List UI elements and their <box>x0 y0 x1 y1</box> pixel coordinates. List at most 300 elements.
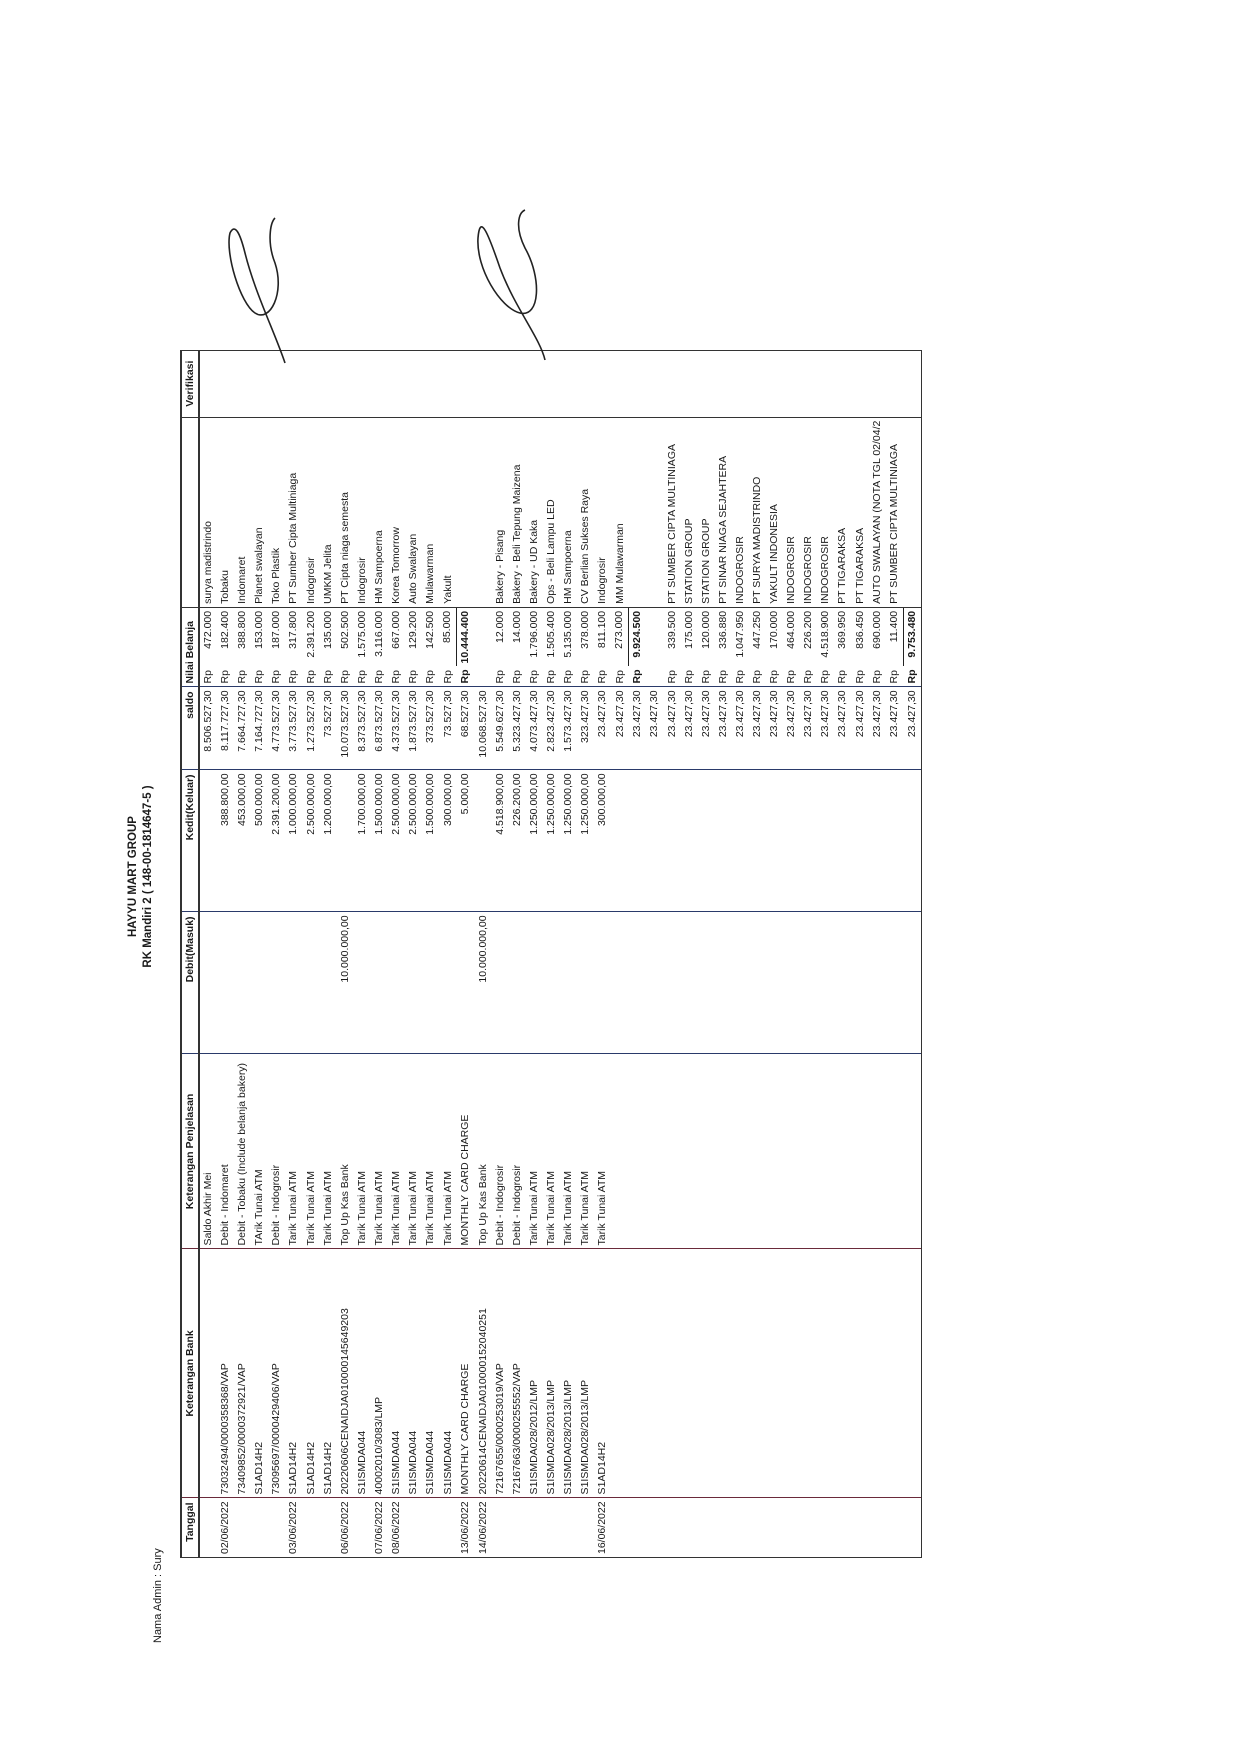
cell-kredit <box>852 770 869 912</box>
cell-verifikasi <box>354 350 371 417</box>
cell-keterangan-penjelasan: Saldo Akhir Mei <box>199 1054 217 1249</box>
cell-keterangan-belanja: Indomaret <box>234 417 251 607</box>
table-row <box>354 350 371 1557</box>
cell-debit <box>268 912 285 1054</box>
cell-rp: Rp <box>285 666 302 687</box>
cell-kredit <box>766 770 783 912</box>
cell-kredit: 5.000,00 <box>457 770 475 912</box>
cell-tanggal <box>526 1498 543 1558</box>
cell-saldo: 23.427,30 <box>732 687 749 770</box>
cell-tanggal: 08/06/2022 <box>388 1498 405 1558</box>
cell-rp: Rp <box>611 666 629 687</box>
cell-nilai-belanja: 85.000 <box>441 610 454 643</box>
cell-nilai-belanja: 226.200 <box>802 610 815 649</box>
cell-keterangan-bank <box>199 1249 217 1498</box>
cell-rp: Rp <box>852 666 869 687</box>
cell-nilai-belanja: 170.000 <box>768 610 781 649</box>
cell-saldo: 7.164.727,30 <box>251 687 268 770</box>
cell-debit <box>852 912 869 1054</box>
table-row <box>629 350 647 1557</box>
cell-nilai-belanja <box>475 607 492 666</box>
cell-nilai-belanja: 317.800 <box>287 610 300 649</box>
cell-debit <box>388 912 405 1054</box>
cell-debit <box>577 912 594 1054</box>
cell-keterangan-belanja: Bakery - Pisang <box>492 417 509 607</box>
cell-keterangan-penjelasan: Top Up Kas Bank <box>475 1054 492 1249</box>
table-row <box>611 350 629 1557</box>
cell-nilai-belanja: 464.000 <box>785 610 798 649</box>
cell-verifikasi <box>388 350 405 417</box>
cell-keterangan-penjelasan <box>664 1054 681 1249</box>
cell-keterangan-belanja: surya madistrindo <box>199 417 217 607</box>
cell-keterangan-belanja: Indogrosir <box>303 417 320 607</box>
cell-verifikasi <box>439 350 457 417</box>
cell-rp: Rp <box>732 666 749 687</box>
cell-saldo: 323.427,30 <box>577 687 594 770</box>
signature-2 <box>470 208 560 368</box>
cell-debit <box>664 912 681 1054</box>
cell-keterangan-penjelasan <box>715 1054 732 1249</box>
cell-debit <box>560 912 577 1054</box>
cell-tanggal <box>422 1498 439 1558</box>
cell-keterangan-bank <box>629 1249 647 1498</box>
table-row <box>749 350 766 1557</box>
table-row <box>492 350 509 1557</box>
cell-kredit <box>903 770 921 912</box>
table-row <box>577 350 594 1557</box>
cell-keterangan-bank <box>611 1249 629 1498</box>
cell-keterangan-belanja: INDOGROSIR <box>783 417 800 607</box>
cell-saldo: 1.873.527,30 <box>405 687 422 770</box>
table-row <box>371 350 388 1557</box>
cell-tanggal <box>234 1498 251 1558</box>
cell-debit <box>629 912 647 1054</box>
cell-keterangan-belanja: AUTO SWALAYAN (NOTA TGL 02/04/2 <box>869 417 886 607</box>
cell-saldo: 23.427,30 <box>834 687 851 770</box>
table-row <box>732 350 749 1557</box>
cell-verifikasi <box>817 350 834 417</box>
cell-keterangan-penjelasan: TArik Tunai ATM <box>251 1054 268 1249</box>
cell-tanggal <box>903 1498 921 1558</box>
cell-keterangan-penjelasan: Tarik Tunai ATM <box>320 1054 337 1249</box>
cell-nilai-belanja: 12.000 <box>493 610 506 643</box>
cell-keterangan-belanja: STATION GROUP <box>681 417 698 607</box>
cell-nilai-belanja: 175.000 <box>682 610 695 649</box>
cell-saldo: 23.427,30 <box>594 687 611 770</box>
cell-tanggal <box>664 1498 681 1558</box>
cell-debit <box>732 912 749 1054</box>
table-row <box>217 350 234 1557</box>
cell-saldo: 23.427,30 <box>903 687 921 770</box>
cell-tanggal: 16/06/2022 <box>594 1498 611 1558</box>
cell-saldo: 23.427,30 <box>817 687 834 770</box>
cell-saldo: 2.823.427,30 <box>543 687 560 770</box>
cell-keterangan-penjelasan <box>698 1054 715 1249</box>
cell-rp: Rp <box>594 666 611 687</box>
cell-verifikasi <box>577 350 594 417</box>
cell-keterangan-bank: 20220606CENAIDJA010000145649203 <box>337 1249 354 1498</box>
cell-keterangan-belanja: YAKULT INDONESIA <box>766 417 783 607</box>
cell-verifikasi <box>405 350 422 417</box>
cell-verifikasi <box>800 350 817 417</box>
cell-keterangan-penjelasan: Top Up Kas Bank <box>337 1054 354 1249</box>
cell-saldo: 23.427,30 <box>664 687 681 770</box>
cell-keterangan-penjelasan <box>886 1054 904 1249</box>
cell-keterangan-bank <box>681 1249 698 1498</box>
cell-keterangan-belanja: HM Sampoerna <box>371 417 388 607</box>
cell-tanggal <box>577 1498 594 1558</box>
cell-saldo: 23.427,30 <box>800 687 817 770</box>
cell-saldo: 3.773.527,30 <box>285 687 302 770</box>
header-keterangan-penjelasan: Keterangan Penjelasan <box>181 1054 199 1249</box>
cell-verifikasi <box>715 350 732 417</box>
table-row <box>337 350 354 1557</box>
cell-rp: Rp <box>903 666 921 687</box>
cell-keterangan-belanja <box>646 417 663 607</box>
cell-tanggal <box>629 1498 647 1558</box>
cell-kredit: 500.000,00 <box>251 770 268 912</box>
cell-nilai-belanja: 4.518.900 <box>819 610 832 658</box>
table-row <box>251 350 268 1557</box>
cell-saldo: 23.427,30 <box>646 687 663 770</box>
cell-keterangan-penjelasan: Tarik Tunai ATM <box>303 1054 320 1249</box>
cell-tanggal <box>251 1498 268 1558</box>
table-row <box>852 350 869 1557</box>
cell-verifikasi <box>611 350 629 417</box>
cell-kredit <box>475 770 492 912</box>
cell-saldo: 373.527,30 <box>422 687 439 770</box>
cell-tanggal <box>800 1498 817 1558</box>
cell-saldo: 8.117.727,30 <box>217 687 234 770</box>
cell-keterangan-penjelasan <box>903 1054 921 1249</box>
table-row <box>834 350 851 1557</box>
cell-debit <box>422 912 439 1054</box>
cell-keterangan-belanja: Mulawarman <box>422 417 439 607</box>
cell-tanggal <box>405 1498 422 1558</box>
cell-keterangan-penjelasan <box>629 1054 647 1249</box>
cell-kredit: 2.391.200,00 <box>268 770 285 912</box>
header-verifikasi: Verifikasi <box>181 350 199 417</box>
cell-kredit: 1.250.000,00 <box>526 770 543 912</box>
cell-debit: 10.000.000,00 <box>337 912 354 1054</box>
cell-saldo: 5.323.427,30 <box>509 687 526 770</box>
cell-kredit: 2.500.000,00 <box>388 770 405 912</box>
table-row <box>268 350 285 1557</box>
table-row <box>405 350 422 1557</box>
cell-keterangan-belanja: PT SURYA MADISTRINDO <box>749 417 766 607</box>
cell-tanggal <box>303 1498 320 1558</box>
cell-keterangan-belanja: MM Mulawarman <box>611 417 629 607</box>
cell-keterangan-belanja: Indogrosir <box>354 417 371 607</box>
cell-keterangan-penjelasan <box>834 1054 851 1249</box>
cell-nilai-belanja: 3.116.000 <box>372 610 385 657</box>
cell-keterangan-penjelasan: Debit - Tobaku (Include belanja bakery) <box>234 1054 251 1249</box>
cell-debit <box>800 912 817 1054</box>
table-row <box>886 350 904 1557</box>
cell-keterangan-penjelasan <box>817 1054 834 1249</box>
cell-nilai-belanja: 9.924.500 <box>629 607 647 666</box>
cell-keterangan-belanja: PT SUMBER CIPTA MULTINIAGA <box>886 417 904 607</box>
cell-keterangan-penjelasan: MONTHLY CARD CHARGE <box>457 1054 475 1249</box>
cell-keterangan-bank <box>817 1249 834 1498</box>
cell-rp: Rp <box>834 666 851 687</box>
cell-tanggal <box>611 1498 629 1558</box>
cell-debit <box>646 912 663 1054</box>
cell-keterangan-penjelasan: Tarik Tunai ATM <box>543 1054 560 1249</box>
cell-kredit <box>869 770 886 912</box>
cell-rp: Rp <box>766 666 783 687</box>
table-row <box>646 350 663 1557</box>
cell-rp: Rp <box>629 666 647 687</box>
cell-debit <box>457 912 475 1054</box>
cell-rp: Rp <box>251 666 268 687</box>
cell-tanggal <box>783 1498 800 1558</box>
cell-kredit: 1.250.000,00 <box>577 770 594 912</box>
cell-kredit: 1.250.000,00 <box>543 770 560 912</box>
cell-nilai-belanja: 472.000 <box>202 610 214 649</box>
cell-nilai-belanja: 9.753.480 <box>903 607 921 666</box>
table-row <box>475 350 492 1557</box>
cell-saldo: 4.073.427,30 <box>526 687 543 770</box>
cell-nilai-belanja: 369.950 <box>836 610 849 649</box>
cell-debit <box>886 912 904 1054</box>
cell-debit <box>405 912 422 1054</box>
cell-kredit: 300.000,00 <box>594 770 611 912</box>
cell-rp: Rp <box>320 666 337 687</box>
cell-keterangan-penjelasan <box>766 1054 783 1249</box>
cell-keterangan-penjelasan <box>681 1054 698 1249</box>
cell-keterangan-bank: 72167655/0000253019/VAP <box>492 1249 509 1498</box>
cell-keterangan-penjelasan: Tarik Tunai ATM <box>371 1054 388 1249</box>
cell-keterangan-penjelasan: Tarik Tunai ATM <box>405 1054 422 1249</box>
cell-keterangan-penjelasan: Tarik Tunai ATM <box>560 1054 577 1249</box>
signature-1 <box>215 213 305 373</box>
cell-keterangan-belanja: STATION GROUP <box>698 417 715 607</box>
cell-rp: Rp <box>698 666 715 687</box>
cell-kredit <box>337 770 354 912</box>
cell-keterangan-bank: MONTHLY CARD CHARGE <box>457 1249 475 1498</box>
cell-keterangan-bank: S1AD14H2 <box>303 1249 320 1498</box>
cell-keterangan-belanja: Ops - Beli Lampu LED <box>543 417 560 607</box>
cell-kredit: 1.250.000,00 <box>560 770 577 912</box>
cell-keterangan-belanja: Planet swalayan <box>251 417 268 607</box>
cell-keterangan-belanja: PT TIGARAKSA <box>852 417 869 607</box>
cell-rp: Rp <box>388 666 405 687</box>
cell-kredit: 2.500.000,00 <box>303 770 320 912</box>
cell-saldo: 23.427,30 <box>852 687 869 770</box>
cell-kredit <box>817 770 834 912</box>
cell-keterangan-bank <box>698 1249 715 1498</box>
cell-keterangan-bank <box>869 1249 886 1498</box>
cell-saldo: 23.427,30 <box>715 687 732 770</box>
cell-tanggal <box>766 1498 783 1558</box>
cell-verifikasi <box>594 350 611 417</box>
cell-tanggal <box>886 1498 904 1558</box>
table-row <box>303 350 320 1557</box>
cell-rp: Rp <box>869 666 886 687</box>
cell-kredit <box>800 770 817 912</box>
cell-rp: Rp <box>509 666 526 687</box>
cell-nilai-belanja: 667.000 <box>390 610 403 649</box>
cell-keterangan-penjelasan <box>783 1054 800 1249</box>
cell-keterangan-penjelasan: Tarik Tunai ATM <box>526 1054 543 1249</box>
cell-keterangan-bank: S1ISMDA044 <box>354 1249 371 1498</box>
cell-kredit: 1.700.000,00 <box>354 770 371 912</box>
cell-rp: Rp <box>664 666 681 687</box>
cell-debit <box>783 912 800 1054</box>
cell-saldo: 23.427,30 <box>886 687 904 770</box>
cell-tanggal <box>715 1498 732 1558</box>
table-row <box>698 350 715 1557</box>
header-keterangan-belanja <box>181 417 199 607</box>
cell-rp: Rp <box>715 666 732 687</box>
cell-keterangan-penjelasan: Tarik Tunai ATM <box>439 1054 457 1249</box>
cell-kredit <box>646 770 663 912</box>
cell-keterangan-penjelasan <box>732 1054 749 1249</box>
cell-keterangan-belanja: Toko Plastik <box>268 417 285 607</box>
cell-keterangan-belanja <box>457 417 475 607</box>
cell-kredit: 1.500.000,00 <box>371 770 388 912</box>
cell-saldo: 23.427,30 <box>749 687 766 770</box>
cell-debit <box>749 912 766 1054</box>
cell-nilai-belanja: 336.880 <box>716 610 729 649</box>
cell-keterangan-belanja: INDOGROSIR <box>732 417 749 607</box>
cell-saldo: 23.427,30 <box>698 687 715 770</box>
cell-debit <box>285 912 302 1054</box>
cell-nilai-belanja: 690.000 <box>870 610 883 649</box>
cell-kredit: 300.000,00 <box>439 770 457 912</box>
table-row <box>320 350 337 1557</box>
cell-rp: Rp <box>749 666 766 687</box>
cell-nilai-belanja: 339.500 <box>665 610 678 649</box>
cell-saldo: 4.773.527,30 <box>268 687 285 770</box>
cell-tanggal: 07/06/2022 <box>371 1498 388 1558</box>
header-saldo: saldo <box>181 687 199 770</box>
cell-nilai-belanja: 10.444.400 <box>457 607 475 666</box>
table-row <box>715 350 732 1557</box>
cell-kredit <box>732 770 749 912</box>
cell-rp: Rp <box>199 666 217 687</box>
cell-keterangan-bank <box>903 1249 921 1498</box>
cell-tanggal <box>869 1498 886 1558</box>
cell-verifikasi <box>732 350 749 417</box>
cell-kredit: 388.800,00 <box>217 770 234 912</box>
cell-nilai-belanja: 5.135.000 <box>561 610 574 658</box>
cell-keterangan-bank <box>886 1249 904 1498</box>
header-tanggal: Tanggal <box>181 1498 199 1558</box>
cell-saldo: 23.427,30 <box>611 687 629 770</box>
cell-nilai-belanja: 120.000 <box>699 610 712 649</box>
cell-rp: Rp <box>492 666 509 687</box>
cell-tanggal <box>492 1498 509 1558</box>
cell-rp: Rp <box>560 666 577 687</box>
cell-saldo: 73.527,30 <box>439 687 457 770</box>
cell-keterangan-belanja: UMKM Jelita <box>320 417 337 607</box>
cell-nilai-belanja: 153.000 <box>253 610 266 649</box>
table-row <box>560 350 577 1557</box>
cell-rp: Rp <box>543 666 560 687</box>
cell-keterangan-bank <box>834 1249 851 1498</box>
cell-kredit <box>698 770 715 912</box>
cell-keterangan-bank: 40002010/3083/LMP <box>371 1249 388 1498</box>
cell-keterangan-bank: S1ISMDA028/2013/LMP <box>577 1249 594 1498</box>
cell-tanggal <box>732 1498 749 1558</box>
cell-keterangan-penjelasan: Tarik Tunai ATM <box>577 1054 594 1249</box>
ledger-table <box>180 350 922 1558</box>
cell-keterangan-belanja: INDOGROSIR <box>800 417 817 607</box>
cell-saldo: 5.549.627,30 <box>492 687 509 770</box>
cell-keterangan-penjelasan <box>869 1054 886 1249</box>
cell-tanggal <box>681 1498 698 1558</box>
cell-tanggal <box>698 1498 715 1558</box>
cell-tanggal <box>543 1498 560 1558</box>
table-row <box>903 350 921 1557</box>
cell-saldo: 73.527,30 <box>320 687 337 770</box>
cell-verifikasi <box>303 350 320 417</box>
cell-keterangan-belanja: Bakery - Beli Tepung Maizena <box>509 417 526 607</box>
cell-kredit <box>611 770 629 912</box>
table-row <box>388 350 405 1557</box>
cell-rp: Rp <box>577 666 594 687</box>
cell-keterangan-belanja <box>903 417 921 607</box>
cell-tanggal: 03/06/2022 <box>285 1498 302 1558</box>
cell-keterangan-belanja: Korea Tomorrow <box>388 417 405 607</box>
cell-keterangan-penjelasan: Tarik Tunai ATM <box>285 1054 302 1249</box>
cell-verifikasi <box>766 350 783 417</box>
cell-keterangan-belanja: PT Cipta niaga semesta <box>337 417 354 607</box>
cell-rp: Rp <box>783 666 800 687</box>
cell-keterangan-belanja <box>629 417 647 607</box>
cell-nilai-belanja: 502.500 <box>338 610 351 649</box>
cell-keterangan-bank <box>715 1249 732 1498</box>
cell-debit <box>354 912 371 1054</box>
cell-nilai-belanja: 142.500 <box>424 610 437 649</box>
cell-tanggal: 13/06/2022 <box>457 1498 475 1558</box>
cell-saldo: 8.373.527,30 <box>354 687 371 770</box>
table-row <box>783 350 800 1557</box>
cell-keterangan-bank: 72167663/0000255552/VAP <box>509 1249 526 1498</box>
cell-verifikasi <box>337 350 354 417</box>
cell-rp: Rp <box>268 666 285 687</box>
header-nilai-belanja: Nilai Belanja <box>181 607 199 687</box>
cell-nilai-belanja: 11.400 <box>887 610 900 643</box>
cell-debit <box>371 912 388 1054</box>
cell-debit <box>492 912 509 1054</box>
cell-keterangan-penjelasan <box>749 1054 766 1249</box>
cell-nilai-belanja: 1.796.000 <box>527 610 540 658</box>
cell-keterangan-penjelasan <box>611 1054 629 1249</box>
cell-verifikasi <box>646 350 663 417</box>
cell-nilai-belanja: 1.505.400 <box>544 610 557 658</box>
cell-tanggal <box>439 1498 457 1558</box>
cell-debit <box>234 912 251 1054</box>
cell-saldo: 6.873.527,30 <box>371 687 388 770</box>
cell-tanggal <box>354 1498 371 1558</box>
cell-verifikasi <box>834 350 851 417</box>
cell-keterangan-bank <box>646 1249 663 1498</box>
cell-keterangan-bank: 73409852/0000372921/VAP <box>234 1249 251 1498</box>
cell-nilai-belanja: 447.250 <box>751 610 763 649</box>
cell-saldo: 23.427,30 <box>681 687 698 770</box>
cell-keterangan-belanja: Yakult <box>439 417 457 607</box>
cell-saldo: 7.664.727,30 <box>234 687 251 770</box>
cell-verifikasi <box>320 350 337 417</box>
cell-nilai-belanja <box>646 607 663 666</box>
cell-keterangan-penjelasan: Tarik Tunai ATM <box>354 1054 371 1249</box>
cell-verifikasi <box>629 350 647 417</box>
cell-keterangan-bank <box>783 1249 800 1498</box>
cell-keterangan-bank: 20220614CENAIDJA010000152040251 <box>475 1249 492 1498</box>
